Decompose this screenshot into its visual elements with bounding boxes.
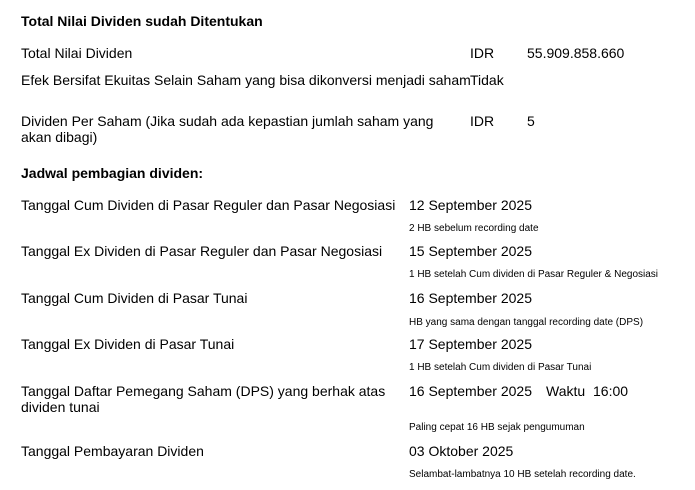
schedule-date: 12 September 2025 xyxy=(409,197,532,213)
schedule-note: Paling cepat 16 HB sejak pengumuman xyxy=(409,422,585,433)
schedule-label: Tanggal Pembayaran Dividen xyxy=(21,443,204,459)
schedule-label: Tanggal Cum Dividen di Pasar Tunai xyxy=(21,290,248,306)
time-label: Waktu xyxy=(546,383,586,399)
schedule-note: 1 HB setelah Cum dividen di Pasar Reguler & Negosiasi xyxy=(409,269,659,280)
schedule-date: 15 September 2025 xyxy=(409,243,532,259)
page-title: Total Nilai Dividen sudah Ditentukan xyxy=(21,13,263,29)
schedule-label: Tanggal Cum Dividen di Pasar Reguler dan Pasar Negosiasi xyxy=(21,197,396,213)
schedule-label: Tanggal Daftar Pemegang Saham (DPS) yang berhak atas dividen tunai xyxy=(21,383,386,415)
convertible-label: Efek Bersifat Ekuitas Selain Saham yang bisa dikonversi menjadi saham xyxy=(21,72,471,88)
schedule-note: 1 HB setelah Cum dividen di Pasar Tunai xyxy=(409,362,592,373)
per-share-value: 5 xyxy=(527,113,535,129)
total-currency: IDR xyxy=(470,45,495,61)
per-share-label: Dividen Per Saham (Jika sudah ada kepastian jumlah saham yang akan dibagi) xyxy=(21,113,434,145)
schedule-note: Selambat-lambatnya 10 HB setelah recording date. xyxy=(409,469,636,480)
schedule-date: 16 September 2025 xyxy=(409,290,532,306)
convertible-value: Tidak xyxy=(470,72,504,88)
schedule-note: HB yang sama dengan tanggal recording date (DPS) xyxy=(409,317,644,328)
schedule-title: Jadwal pembagian dividen: xyxy=(21,165,204,181)
schedule-date: 16 September 2025 xyxy=(409,383,532,399)
total-label: Total Nilai Dividen xyxy=(21,45,133,61)
schedule-label: Tanggal Ex Dividen di Pasar Tunai xyxy=(21,336,235,352)
time-value: 16:00 xyxy=(593,383,629,399)
schedule-label: Tanggal Ex Dividen di Pasar Reguler dan Pasar Negosiasi xyxy=(21,243,383,259)
schedule-date: 03 Oktober 2025 xyxy=(409,443,514,459)
per-share-currency: IDR xyxy=(470,113,495,129)
schedule-note: 2 HB sebelum recording date xyxy=(409,223,539,234)
schedule-date: 17 September 2025 xyxy=(409,336,532,352)
total-value: 55.909.858.660 xyxy=(527,45,625,61)
